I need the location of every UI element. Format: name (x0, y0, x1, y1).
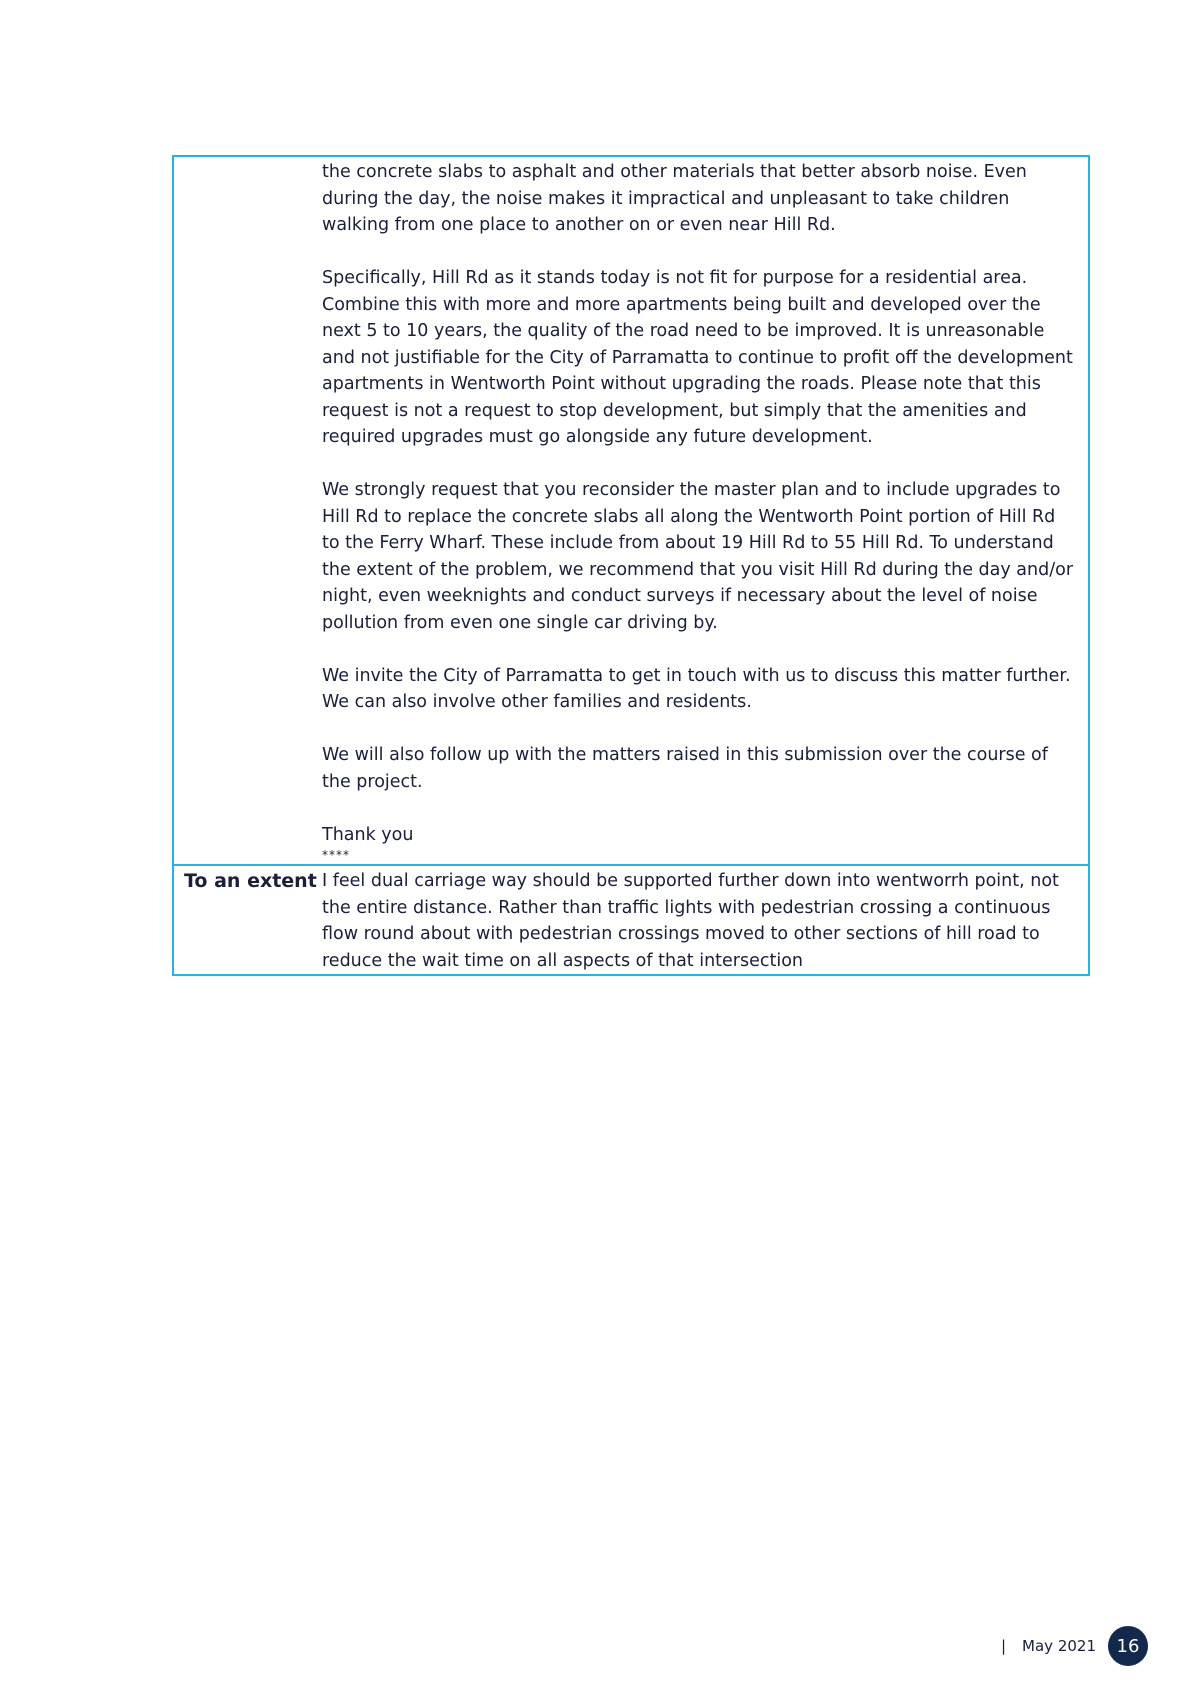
comment-paragraph: the concrete slabs to asphalt and other materials that better absorb noise. Even during the day, the noise makes it impractical and unpleasant to take children walking from one place to another on or even near Hill Rd. (322, 162, 1027, 235)
comment-paragraph: I feel dual carriage way should be supported further down into wentworrh point, not the entire distance. Rather than traffic lights with pedestrian crossing a continuous flow round about with pedestrian crossings moved to other sections of hill road to reduce the wait time on all aspects of that intersection (322, 871, 1059, 971)
table-row (174, 864, 1088, 974)
support-level-cell (174, 157, 322, 864)
page-footer (1001, 1626, 1148, 1666)
redacted-name: **** (322, 848, 350, 862)
table-row (174, 157, 1088, 864)
comment-cell (322, 866, 1088, 974)
comment-paragraph: We strongly request that you reconsider the master plan and to include upgrades to Hill Rd to replace the concrete slabs all along the Wentworth Point portion of Hill Rd to the Ferry Wharf. These include from about 19 Hill Rd to 55 Hill Rd. To understand the extent of the problem, we recommend that you visit Hill Rd during the day and/or night, even weeknights and conduct surveys if necessary about the level of noise pollution from even one single car driving by. (322, 480, 1074, 633)
comment-paragraph: We will also follow up with the matters raised in this submission over the course of the project. (322, 745, 1048, 792)
support-level-cell: To an extent (184, 870, 317, 892)
comment-paragraph: We invite the City of Parramatta to get in touch with us to discuss this matter further. We can also involve other families and residents. (322, 665, 1071, 712)
comment-cell (322, 157, 1088, 864)
page-number-badge: 16 (1108, 1626, 1148, 1666)
comment-paragraph: Specifically, Hill Rd as it stands today is not fit for purpose for a residential area. Combine this with more and more apartments being built and developed over the next 5 to 10 years, the quality of the road need to be improved. It is unreasonable and not justifiable for the City of Parramatta to continue to profit off the development apartments in Wentworth Point without upgrading the roads. Please note that this request is not a request to stop development, but simply that the amenities and required upgrades must go alongside any future development. (322, 268, 1073, 447)
footer-separator: | (1000, 1637, 1007, 1655)
footer-date: May 2021 (1022, 1637, 1096, 1655)
comment-signoff: Thank you (322, 824, 414, 845)
submissions-table (172, 155, 1090, 976)
